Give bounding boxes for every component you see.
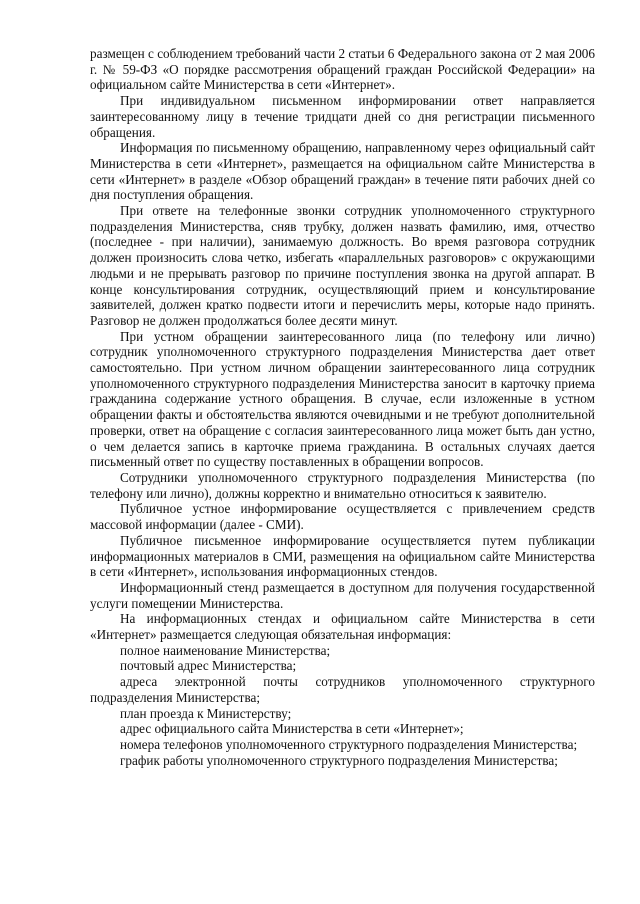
list-item-phone-numbers: номера телефонов уполномоченного структурного подразделения Министерства;: [120, 736, 578, 752]
paragraph-continuation: размещен с соблюдением требований части 2 статьи 6 Федерального закона от 2 мая 2006 г. № 59-ФЗ «О порядке рассмотрения обращений граждан Российской Федерации» на официальном сайте Министерства в сети «Интернет».: [90, 46, 595, 93]
list-item-full-name: полное наименование Министерства;: [120, 642, 331, 658]
paragraph-public-written: Публичное письменное информирование осуществляется путем публикации информационных материалов в СМИ, размещения на официальном сайте Министерства в сети «Интернет», использования информационных стендов.: [90, 532, 595, 580]
list-item-work-schedule: график работы уполномоченного структурного подразделения Министерства;: [120, 752, 558, 768]
paragraph-oral-request: При устном обращении заинтересованного лица (по телефону или лично) сотрудник уполномоченного структурного подразделения Министерства дает ответ самостоятельно. При устном личном обращении заинтересованного лица сотрудник уполномоченного структурного подразделения Министерства заносит в карточку приема гражданина содержание устного обращения. В случае, если изложенные в устном обращении факты и обстоятельства являются очевидными и не требуют дополнительной проверки, ответ на обращение с согласия заинтересованного лица может быть дан устно, о чем делается запись в карточке приема гражданина. В остальных случаях дается письменный ответ по существу поставленных в обращении вопросов.: [90, 328, 595, 470]
paragraph-staff-conduct: Сотрудники уполномоченного структурного подразделения Министерства (по телефону или лично), должны корректно и внимательно относиться к заявителю.: [90, 469, 595, 501]
paragraph-written-response: При индивидуальном письменном информировании ответ направляется заинтересованному лицу в течение тридцати дней со дня регистрации письменного обращения.: [90, 93, 595, 140]
paragraph-info-stand: Информационный стенд размещается в доступном для получения государственной услуги помещении Министерства.: [90, 579, 595, 611]
document-page: [90, 46, 595, 768]
list-item-directions: план проезда к Министерству;: [120, 705, 292, 721]
list-item-postal-address: почтовый адрес Министерства;: [120, 658, 297, 674]
list-item-website-address: адрес официального сайта Министерства в сети «Интернет»;: [120, 721, 464, 737]
paragraph-mandatory-info: На информационных стендах и официальном сайте Министерства в сети «Интернет» размещается следующая обязательная информация:: [90, 611, 595, 643]
paragraph-website-response: Информация по письменному обращению, направленному через официальный сайт Министерства в сети «Интернет», размещается на официальном сайте Министерства в сети «Интернет» в разделе «Обзор обращений граждан» в течение пяти рабочих дней со дня поступления обращения.: [90, 140, 595, 203]
list-item-email-addresses: адреса электронной почты сотрудников уполномоченного структурного подразделения Министерства;: [90, 674, 595, 705]
paragraph-phone-calls: При ответе на телефонные звонки сотрудник уполномоченного структурного подразделения Министерства, сняв трубку, должен назвать фамилию, имя, отчество (последнее - при наличии), занимаемую должность. Во время разговора сотрудник должен произносить слова четко, избегать «параллельных разговоров» с окружающими людьми и не прерывать разговор по причине поступления звонка на другой аппарат. В конце консультирования сотрудник, осуществляющий прием и консультирование заявителей, должен кратко подвести итоги и перечислить меры, которые надо принять. Разговор не должен продолжаться более десяти минут.: [90, 203, 595, 328]
paragraph-public-oral: Публичное устное информирование осуществляется с привлечением средств массовой информации (далее - СМИ).: [90, 501, 595, 533]
